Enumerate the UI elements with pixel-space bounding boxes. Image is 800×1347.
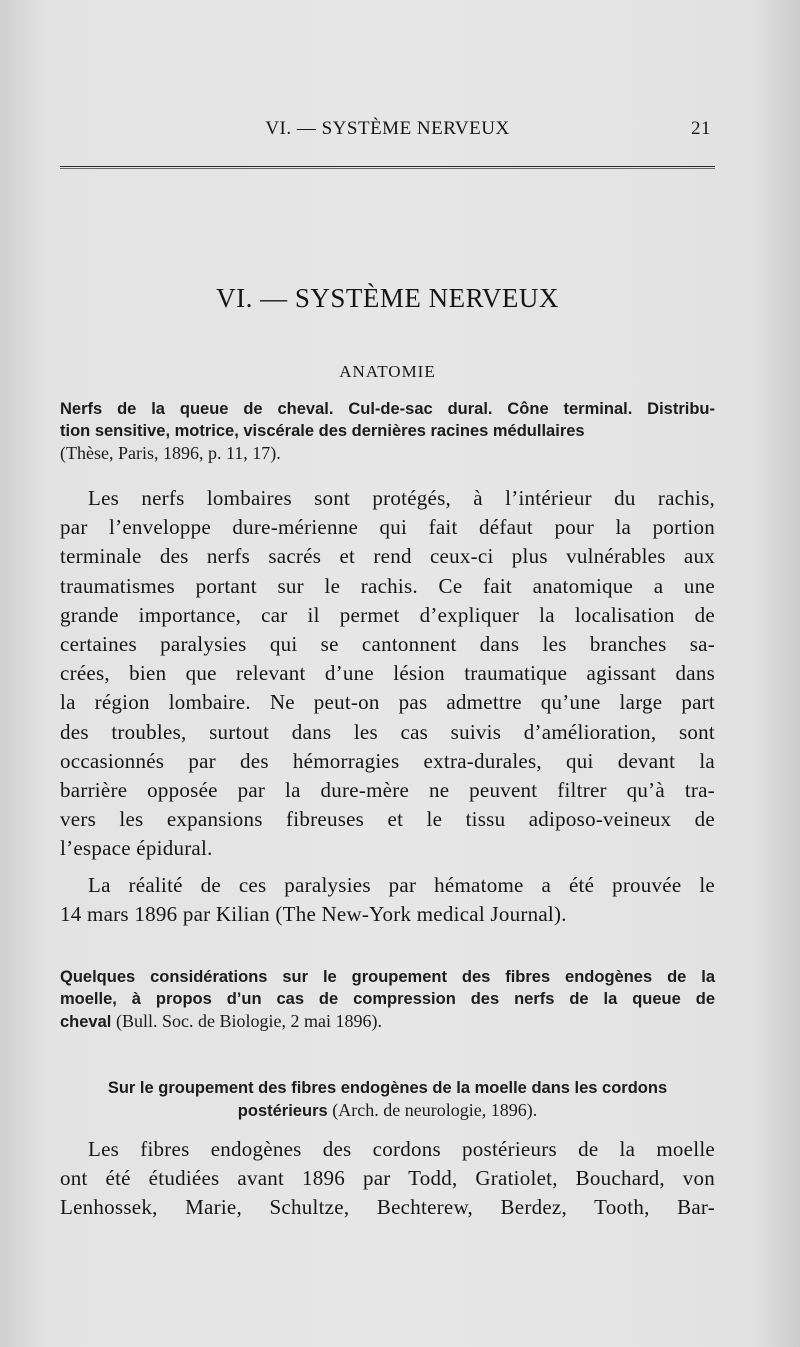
text-line: grande importance, car il permet d’expliquer la localisation de [60,602,715,627]
reference-line [60,420,715,442]
text-line: barrière opposée par la dure-mère ne peuvent filtrer qu’à tra- [60,778,715,803]
text-line: traumatismes portant sur le rachis. Ce fait anatomique a une [60,573,715,598]
text-line: Lenhossek, Marie, Schultze, Bechterew, Berdez, Tooth, Bar- [60,1195,715,1220]
running-head [60,118,715,148]
text-line: ont été étudiées avant 1896 par Todd, Gratiolet, Bouchard, von [60,1166,715,1191]
reference-line-text: cheval [60,1013,112,1031]
reference-source: (Bull. Soc. de Biologie, 2 mai 1896). [115,1011,382,1031]
paragraph-1 [60,484,715,864]
reference-line [60,1099,715,1122]
running-head-title: VI. — SYSTÈME NERVEUX [265,118,510,139]
reference-entry-1 [60,398,715,464]
reference-source: (Arch. de neurologie, 1896). [332,1100,538,1120]
text-line: vers les expansions fibreuses et le tissu adiposo-veineux de [60,807,715,832]
text-line: crées, bien que relevant d’une lésion traumatique agissant dans [60,661,715,686]
section-title: ANATOMIE [339,362,436,381]
reference-entry-3 [60,1077,715,1122]
reference-line: Nerfs de la queue de cheval. Cul-de-sac dural. Cône terminal. Distribu- [60,400,715,418]
text-line: occasionnés par des hémorragies extra-durales, qui devant la [60,748,715,773]
text-line: la région lombaire. Ne peut-on pas admettre qu’une large part [60,690,715,715]
text-line: l’espace épidural. [60,836,213,861]
reference-line: Quelques considérations sur le groupement des fibres endogènes de la [60,968,715,986]
paragraph-2 [60,871,715,929]
text-line: Les fibres endogènes des cordons postérieurs de la moelle [88,1137,715,1161]
text-line: Les nerfs lombaires sont protégés, à l’intérieur du rachis, [88,486,715,510]
text-line: terminale des nerfs sacrés et rend ceux-ci plus vulnérables aux [60,544,715,569]
reference-entry-2 [60,966,715,1033]
chapter-title: VI. — SYSTÈME NERVEUX [216,283,559,313]
reference-line: moelle, à propos d’un cas de compression des nerfs de la queue de [60,990,715,1008]
page-number: 21 [691,118,711,139]
reference-line [60,1010,715,1033]
reference-source-text: (Thèse, Paris, 1896, p. 11, 17). [60,443,281,463]
header-rule [60,166,715,169]
text-line: par l’enveloppe dure-mérienne qui fait défaut pour la portion [60,515,715,540]
reference-line-text: tion sensitive, motrice, viscérale des dernières racines médullaires [60,422,585,440]
reference-line: Sur le groupement des fibres endogènes de la moelle dans les cordons [107,1079,668,1097]
text-line: 14 mars 1896 par Kilian (The New-York medical Journal). [60,902,567,927]
text-line: certaines paralysies qui se cantonnent dans les branches sa- [60,632,715,657]
reference-source [60,442,715,464]
paragraph-3 [60,1135,715,1223]
text-line: La réalité de ces paralysies par hématome a été prouvée le [88,873,715,897]
text-line: des troubles, surtout dans les cas suivis d’amélioration, sont [60,719,715,744]
reference-line-text: postérieurs [237,1102,328,1120]
